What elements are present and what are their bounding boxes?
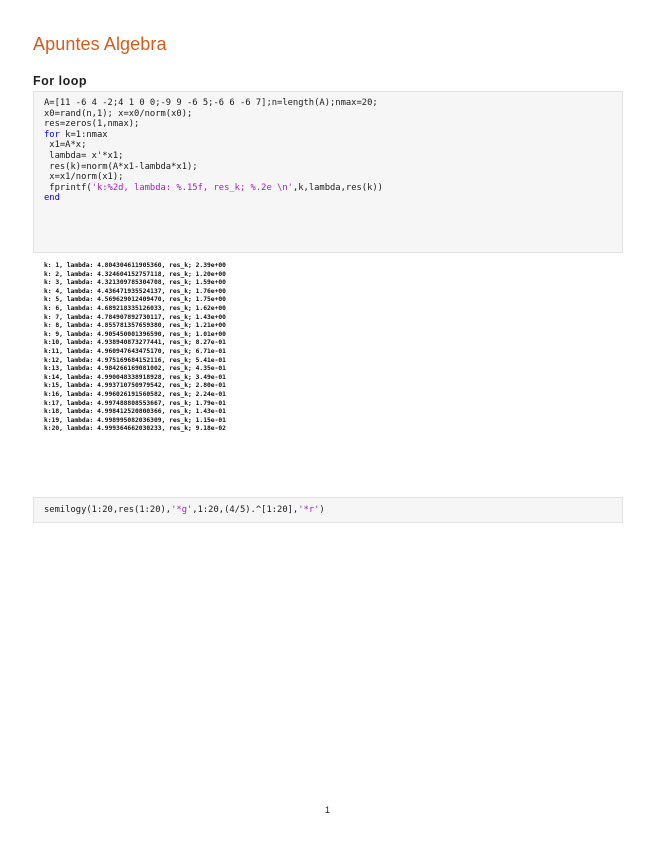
output-line: k:13, lambda: 4.984266169081002, res_k; 4.35e-01 <box>44 365 226 373</box>
code-line <box>44 183 622 194</box>
output-block <box>44 262 226 434</box>
code-text: ) <box>319 505 325 515</box>
output-line: k: 7, lambda: 4.784907892730117, res_k; 1.43e+00 <box>44 313 226 321</box>
code-text: res(k)=norm(A*x1-lambda*x1); <box>44 161 198 172</box>
output-line: k:19, lambda: 4.998995082036309, res_k; 1.15e-01 <box>44 416 226 424</box>
code-line <box>44 151 622 162</box>
page-number: 1 <box>324 805 330 815</box>
code-line <box>44 505 622 516</box>
page-title: Apuntes Algebra <box>33 34 167 54</box>
code-string: '*r' <box>298 505 320 515</box>
output-line: k: 9, lambda: 4.905450001396590, res_k; 1.01e+00 <box>44 330 226 338</box>
code-line <box>44 119 622 130</box>
code-block[interactable] <box>33 91 623 253</box>
code-text: x1=A*x; <box>44 140 87 151</box>
code-string: 'k:%2d, lambda: %.15f, res_k; %.2e \n' <box>91 182 293 193</box>
code-line <box>44 162 622 173</box>
code-line <box>44 130 622 141</box>
output-line: k:14, lambda: 4.990048338918928, res_k; 3.49e-01 <box>44 373 226 381</box>
output-line: k: 1, lambda: 4.804304611905360, res_k; 2.39e+00 <box>44 262 226 269</box>
code-line <box>44 140 622 151</box>
output-line: k:16, lambda: 4.996026191560582, res_k; 2.24e-01 <box>44 390 226 398</box>
code-string: '*g' <box>171 505 193 515</box>
code-keyword: end <box>44 193 60 204</box>
code-line <box>44 193 622 204</box>
code-text: A=[11 -6 4 -2;4 1 0 0;-9 9 -6 5;-6 6 -6 7];n=length(A);nmax=20; <box>44 98 378 108</box>
code-text: semilogy(1:20,res(1:20), <box>44 505 172 515</box>
code-text: res=zeros(1,nmax); <box>44 119 140 130</box>
output-line: k:20, lambda: 4.999364662030233, res_k; 9.18e-02 <box>44 425 226 433</box>
output-line: k: 8, lambda: 4.855781357659380, res_k; 1.21e+00 <box>44 322 226 330</box>
output-line: k: 4, lambda: 4.436471935524137, res_k; 1.76e+00 <box>44 287 226 295</box>
output-line: k: 3, lambda: 4.321309785304708, res_k; 1.59e+00 <box>44 279 226 287</box>
output-line: k:11, lambda: 4.960947643475170, res_k; 6.71e-01 <box>44 347 226 355</box>
code-text: x0=rand(n,1); x=x0/norm(x0); <box>44 108 193 119</box>
output-line: k:10, lambda: 4.938940873277441, res_k; 8.27e-01 <box>44 339 226 347</box>
output-line: k:12, lambda: 4.975169684152116, res_k; 5.41e-01 <box>44 356 226 364</box>
code-text: x=x1/norm(x1); <box>44 172 124 183</box>
code-text: ,k,lambda,res(k)) <box>292 182 383 193</box>
output-line: k: 6, lambda: 4.689218335126033, res_k; 1.62e+00 <box>44 304 226 312</box>
code-text: fprintf( <box>44 182 92 193</box>
output-line: k:18, lambda: 4.998412520800366, res_k; 1.43e-01 <box>44 408 226 416</box>
output-line: k: 2, lambda: 4.324604152757118, res_k; 1.20e+00 <box>44 270 226 278</box>
output-line: k:15, lambda: 4.993710750979542, res_k; 2.80e-01 <box>44 382 226 390</box>
output-line: k:17, lambda: 4.997488808553667, res_k; 1.79e-01 <box>44 399 226 407</box>
code-block-plot[interactable] <box>33 497 623 523</box>
code-line <box>44 172 622 183</box>
code-text: ,1:20,(4/5).^[1:20], <box>192 505 299 515</box>
code-keyword: for <box>44 129 60 140</box>
code-text: k=1:nmax <box>59 129 108 140</box>
code-text: lambda= x'*x1; <box>44 150 124 161</box>
code-line <box>44 109 622 120</box>
code-line <box>44 98 622 109</box>
output-line: k: 5, lambda: 4.569629012409470, res_k; 1.75e+00 <box>44 296 226 304</box>
section-heading: For loop <box>33 74 87 88</box>
